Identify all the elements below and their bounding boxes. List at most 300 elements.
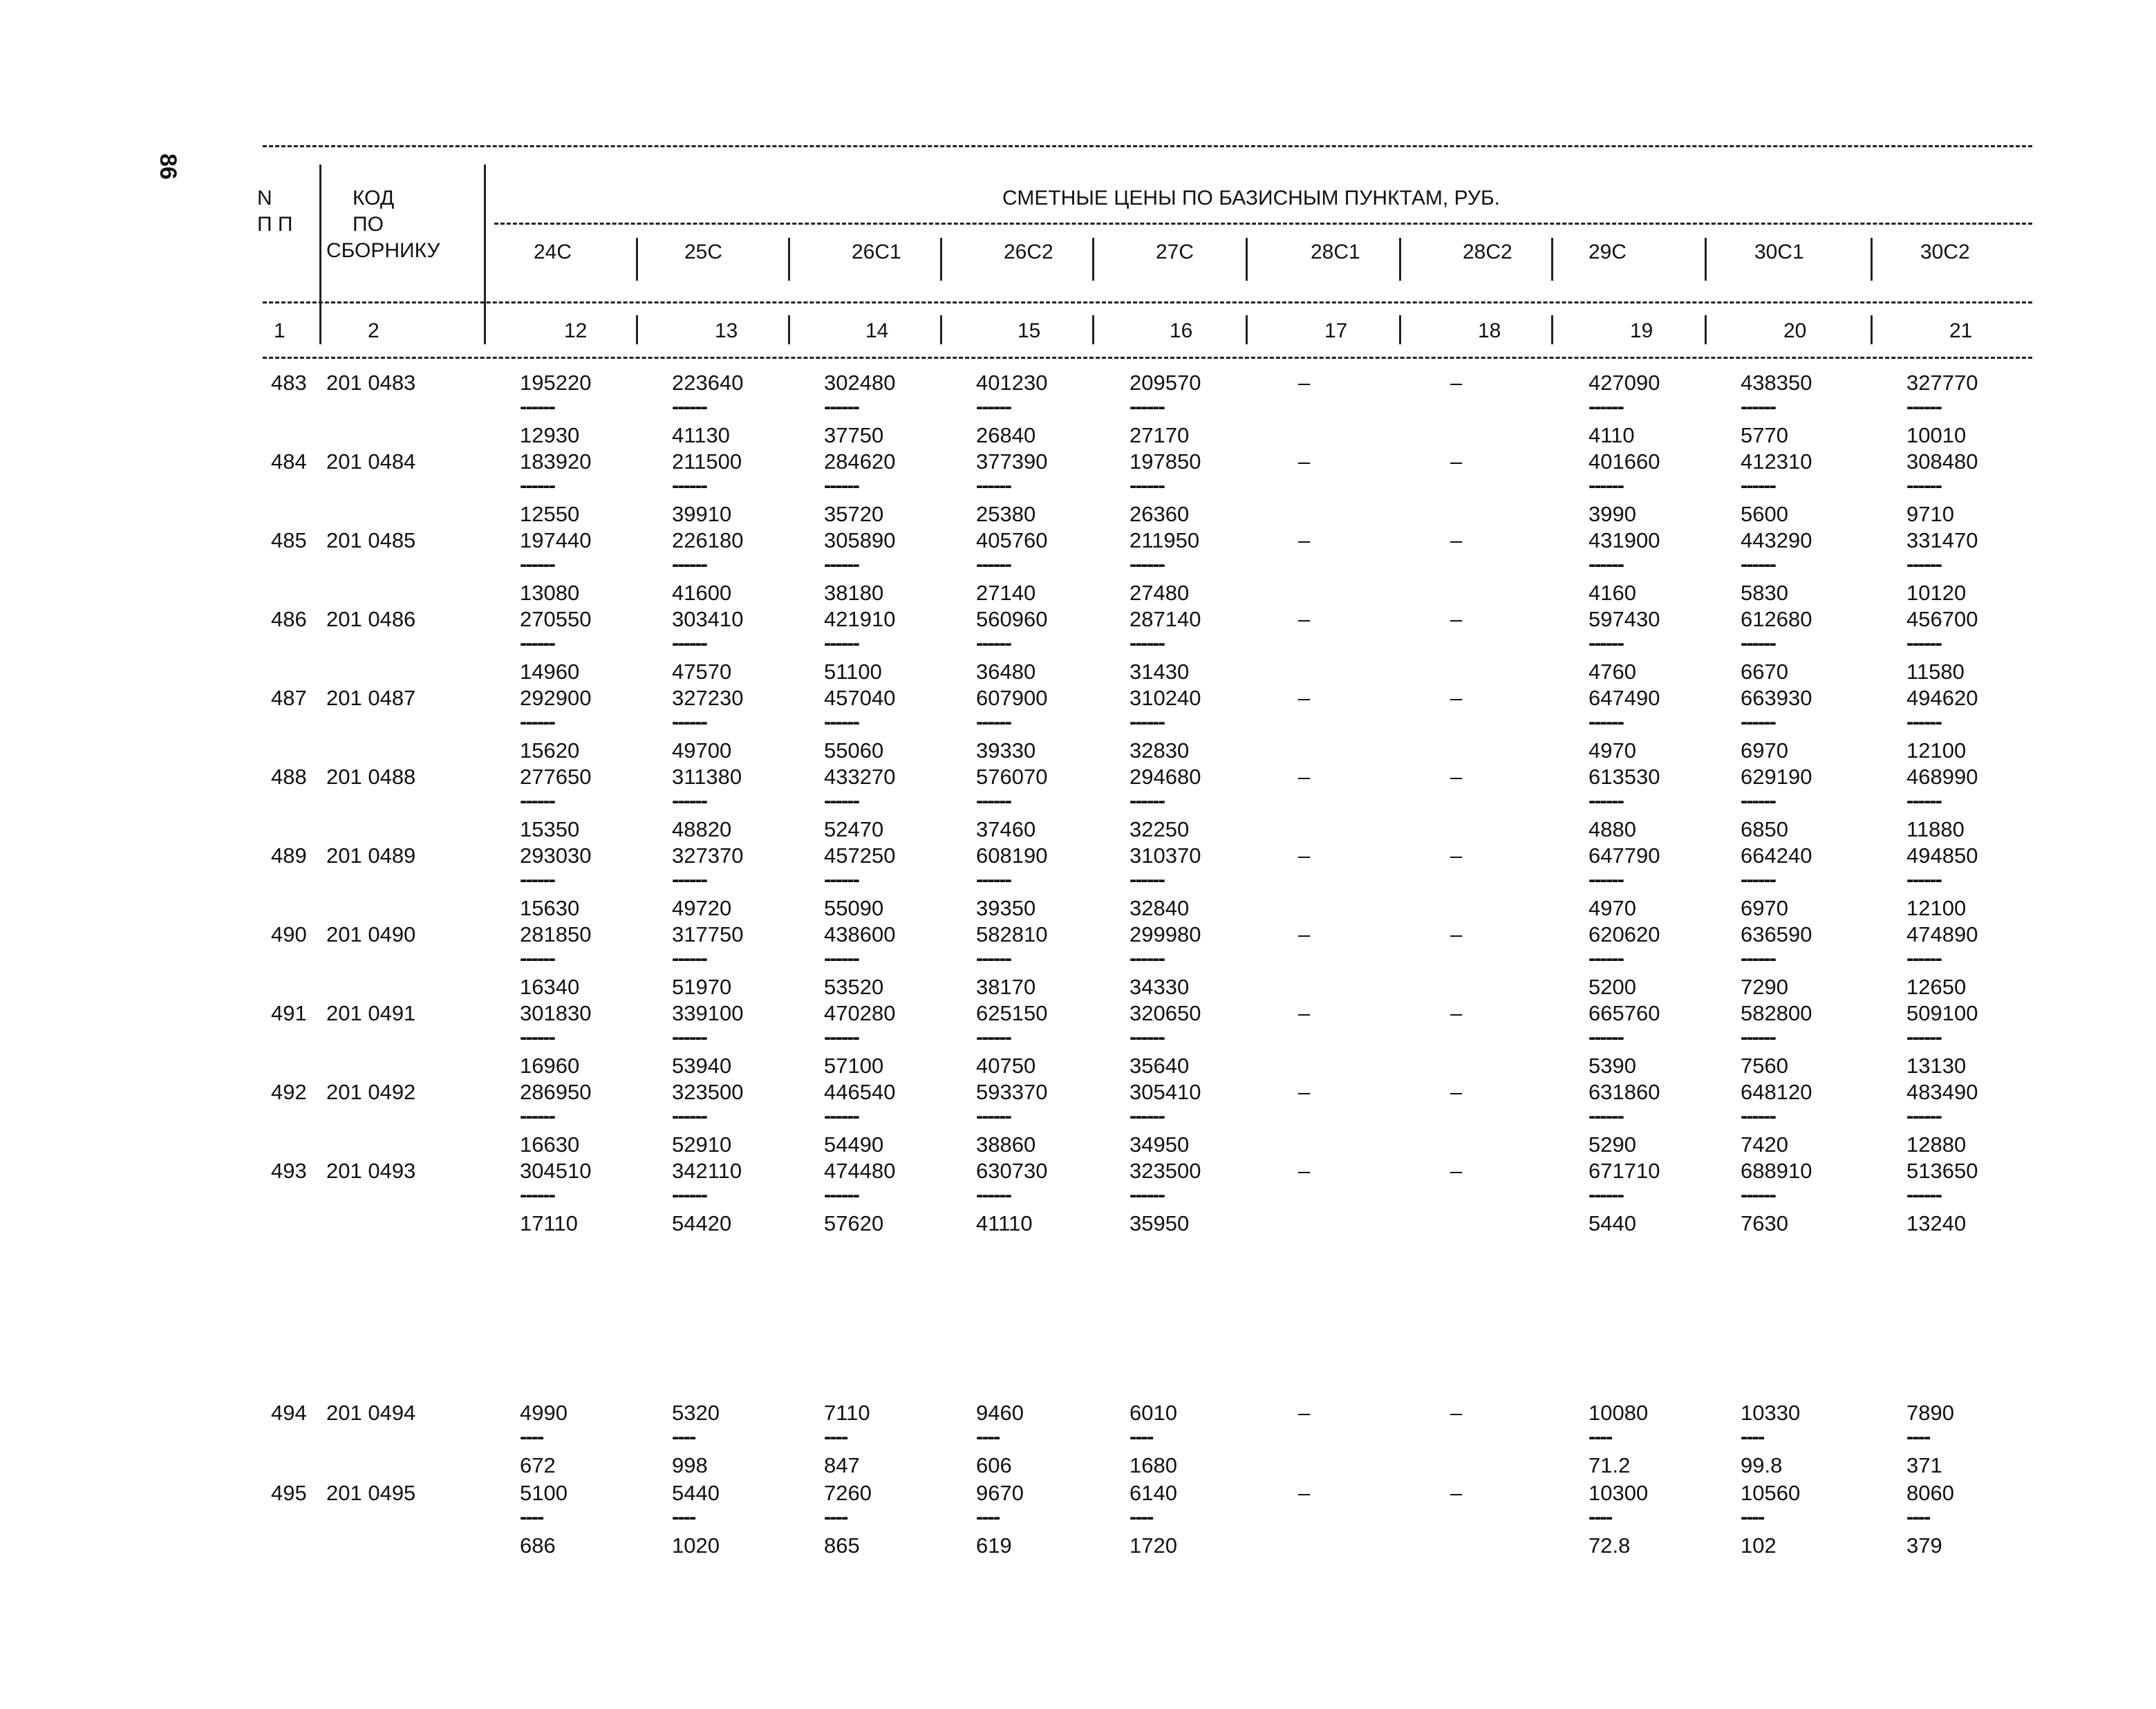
value-separator: ---- xyxy=(1129,1504,1153,1529)
value-separator: ------ xyxy=(1906,788,1941,812)
transport-cost-value: 998 xyxy=(672,1453,708,1477)
value-separator: ------ xyxy=(1588,631,1623,655)
transport-cost-value: 4970 xyxy=(1588,896,1636,920)
empty-value-dash: – xyxy=(1450,686,1463,710)
value-separator: ------ xyxy=(1906,1103,1941,1128)
value-separator: ------ xyxy=(824,1182,859,1206)
price-value: 302480 xyxy=(824,371,896,395)
value-separator: ------ xyxy=(976,552,1011,576)
transport-cost-value: 15350 xyxy=(520,817,580,841)
transport-cost-value: 41130 xyxy=(672,423,730,447)
price-value: 311380 xyxy=(672,765,742,789)
price-value: 286950 xyxy=(520,1080,592,1104)
value-separator: ------ xyxy=(976,631,1011,655)
transport-cost-value: 5290 xyxy=(1588,1132,1636,1157)
value-separator: ------ xyxy=(1906,1182,1941,1206)
empty-value-dash: – xyxy=(1298,765,1311,789)
empty-value-dash: – xyxy=(1450,922,1463,946)
value-separator: ------ xyxy=(1741,867,1775,891)
empty-value-dash: – xyxy=(1450,449,1463,474)
price-value: 613530 xyxy=(1588,765,1660,789)
transport-cost-value: 13240 xyxy=(1906,1211,1967,1235)
value-separator: ------ xyxy=(976,867,1011,891)
price-value: 405760 xyxy=(976,528,1048,552)
value-separator: ------ xyxy=(520,946,554,970)
price-value: 281850 xyxy=(520,922,592,946)
value-separator: ------ xyxy=(1741,1103,1775,1128)
price-value: 629190 xyxy=(1741,765,1812,789)
row-code: 201 0490 xyxy=(326,922,416,946)
price-value: 582810 xyxy=(976,922,1048,946)
value-separator: ------ xyxy=(1588,867,1623,891)
base-point-27С: 27С xyxy=(1156,241,1194,263)
price-value: 299980 xyxy=(1129,922,1201,946)
value-separator: ---- xyxy=(1741,1504,1764,1529)
row-number: 483 xyxy=(271,371,307,395)
column-number-12: 12 xyxy=(564,319,588,342)
value-separator: ------ xyxy=(976,788,1011,812)
transport-cost-value: 41600 xyxy=(672,581,732,605)
transport-cost-value: 865 xyxy=(824,1533,860,1558)
value-separator: ------ xyxy=(824,394,859,418)
value-separator: ------ xyxy=(1588,1025,1623,1049)
row-number: 489 xyxy=(271,843,307,868)
value-separator: ------ xyxy=(824,788,859,812)
header-top-rule xyxy=(263,145,2032,147)
header-bar-point-num-2 xyxy=(940,315,942,344)
column-number-19: 19 xyxy=(1630,319,1653,342)
value-separator: ------ xyxy=(976,394,1011,418)
price-value: 560960 xyxy=(976,607,1048,631)
transport-cost-value: 39330 xyxy=(976,738,1036,763)
header-bar-point-num-8 xyxy=(1871,315,1873,344)
row-code: 201 0483 xyxy=(326,371,416,395)
value-separator: ------ xyxy=(976,946,1011,970)
column-number-13: 13 xyxy=(715,319,738,342)
price-value: 6140 xyxy=(1129,1481,1177,1505)
header-bar-point-num-4 xyxy=(1246,315,1248,344)
transport-cost-value: 672 xyxy=(520,1453,556,1477)
value-separator: ------ xyxy=(1741,473,1775,497)
column-number-2: 2 xyxy=(368,319,379,342)
header-bar-point-4 xyxy=(1246,238,1248,281)
price-value: 433270 xyxy=(824,765,896,789)
transport-cost-value: 12550 xyxy=(520,502,580,526)
row-number: 484 xyxy=(271,449,307,474)
price-value: 377390 xyxy=(976,449,1048,474)
value-separator: ---- xyxy=(1741,1424,1764,1448)
header-bar-point-num-6 xyxy=(1551,315,1553,344)
price-value: 4990 xyxy=(520,1401,568,1425)
base-point-29С: 29С xyxy=(1588,241,1627,263)
transport-cost-value: 5770 xyxy=(1741,423,1788,447)
value-separator: ---- xyxy=(976,1504,1000,1529)
header-bar-point-2 xyxy=(940,238,942,281)
empty-value-dash: – xyxy=(1298,1159,1311,1183)
base-point-28С1: 28С1 xyxy=(1311,241,1360,263)
value-separator: ------ xyxy=(1906,473,1941,497)
price-value: 431900 xyxy=(1588,528,1660,552)
row-number: 492 xyxy=(271,1080,307,1104)
transport-cost-value: 102 xyxy=(1741,1533,1777,1558)
row-code: 201 0485 xyxy=(326,528,416,552)
transport-cost-value: 1020 xyxy=(672,1533,720,1558)
price-value: 327770 xyxy=(1906,371,1978,395)
row-number: 491 xyxy=(271,1001,307,1025)
price-value: 9670 xyxy=(976,1481,1024,1505)
price-value: 620620 xyxy=(1588,922,1660,946)
base-point-24С: 24С xyxy=(534,241,572,263)
empty-value-dash: – xyxy=(1298,528,1311,552)
empty-value-dash: – xyxy=(1450,371,1463,395)
transport-cost-value: 11580 xyxy=(1906,660,1965,684)
value-separator: ------ xyxy=(520,867,554,891)
row-code: 201 0489 xyxy=(326,843,416,868)
price-value: 607900 xyxy=(976,686,1048,710)
price-value: 593370 xyxy=(976,1080,1048,1104)
price-value: 647490 xyxy=(1588,686,1660,710)
transport-cost-value: 5200 xyxy=(1588,975,1636,999)
empty-value-dash: – xyxy=(1298,371,1311,395)
value-separator: ------ xyxy=(976,1182,1011,1206)
price-value: 197850 xyxy=(1129,449,1201,474)
price-value: 401660 xyxy=(1588,449,1660,474)
value-separator: ------ xyxy=(1741,709,1775,734)
row-code: 201 0488 xyxy=(326,765,416,789)
price-value: 608190 xyxy=(976,843,1048,868)
price-value: 688910 xyxy=(1741,1159,1812,1183)
transport-cost-value: 15620 xyxy=(520,738,580,763)
value-separator: ------ xyxy=(672,631,706,655)
row-number: 487 xyxy=(271,686,307,710)
value-separator: ------ xyxy=(1129,631,1164,655)
price-value: 287140 xyxy=(1129,607,1201,631)
transport-cost-value: 53520 xyxy=(824,975,884,999)
value-separator: ------ xyxy=(1906,867,1941,891)
col-code-header-2: ПО xyxy=(353,213,384,236)
column-number-20: 20 xyxy=(1783,319,1807,342)
transport-cost-value: 99.8 xyxy=(1741,1453,1783,1477)
transport-cost-value: 39910 xyxy=(672,502,732,526)
value-separator: ---- xyxy=(520,1504,543,1529)
transport-cost-value: 16960 xyxy=(520,1054,580,1078)
row-number: 490 xyxy=(271,922,307,946)
transport-cost-value: 10010 xyxy=(1906,423,1967,447)
base-point-26С2: 26С2 xyxy=(1004,241,1053,263)
transport-cost-value: 14960 xyxy=(520,660,580,684)
price-value: 197440 xyxy=(520,528,592,552)
transport-cost-value: 1680 xyxy=(1129,1453,1177,1477)
row-code: 201 0487 xyxy=(326,686,416,710)
header-bar-point-num-0 xyxy=(636,315,638,344)
row-code: 201 0494 xyxy=(326,1401,416,1425)
row-number: 486 xyxy=(271,607,307,631)
value-separator: ------ xyxy=(672,1025,706,1049)
price-value: 457250 xyxy=(824,843,896,868)
price-value: 327230 xyxy=(672,686,744,710)
value-separator: ------ xyxy=(1129,1025,1164,1049)
value-separator: ---- xyxy=(824,1504,847,1529)
price-value: 310240 xyxy=(1129,686,1201,710)
price-value: 631860 xyxy=(1588,1080,1660,1104)
empty-value-dash: – xyxy=(1450,1481,1463,1505)
transport-cost-value: 57620 xyxy=(824,1211,884,1235)
transport-cost-value: 26840 xyxy=(976,423,1036,447)
value-separator: ------ xyxy=(1741,946,1775,970)
value-separator: ------ xyxy=(672,1103,706,1128)
transport-cost-value: 13130 xyxy=(1906,1054,1967,1078)
price-value: 301830 xyxy=(520,1001,592,1025)
value-separator: ------ xyxy=(520,1103,554,1128)
transport-cost-value: 17110 xyxy=(520,1211,578,1235)
price-value: 5440 xyxy=(672,1481,720,1505)
transport-cost-value: 7560 xyxy=(1741,1054,1788,1078)
transport-cost-value: 49700 xyxy=(672,738,732,763)
price-value: 494620 xyxy=(1906,686,1978,710)
price-value: 10560 xyxy=(1741,1481,1801,1505)
price-value: 427090 xyxy=(1588,371,1660,395)
price-value: 612680 xyxy=(1741,607,1812,631)
price-value: 10300 xyxy=(1588,1481,1649,1505)
price-value: 438600 xyxy=(824,922,896,946)
transport-cost-value: 27140 xyxy=(976,581,1036,605)
header-bar-point-6 xyxy=(1551,238,1553,281)
transport-cost-value: 71.2 xyxy=(1588,1453,1631,1477)
value-separator: ------ xyxy=(520,394,554,418)
transport-cost-value: 686 xyxy=(520,1533,556,1558)
value-separator: ------ xyxy=(1741,788,1775,812)
price-value: 308480 xyxy=(1906,449,1978,474)
price-value: 339100 xyxy=(672,1001,744,1025)
price-value: 597430 xyxy=(1588,607,1660,631)
price-value: 195220 xyxy=(520,371,592,395)
value-separator: ------ xyxy=(520,709,554,734)
value-separator: ------ xyxy=(1129,867,1164,891)
price-value: 209570 xyxy=(1129,371,1201,395)
price-value: 284620 xyxy=(824,449,896,474)
value-separator: ------ xyxy=(824,473,859,497)
transport-cost-value: 5830 xyxy=(1741,581,1788,605)
transport-cost-value: 16340 xyxy=(520,975,580,999)
value-separator: ---- xyxy=(520,1424,543,1448)
value-separator: ------ xyxy=(520,1182,554,1206)
row-number: 488 xyxy=(271,765,307,789)
price-value: 474480 xyxy=(824,1159,896,1183)
value-separator: ------ xyxy=(672,552,706,576)
transport-cost-value: 27170 xyxy=(1129,423,1190,447)
value-separator: ------ xyxy=(672,1182,706,1206)
value-separator: ------ xyxy=(824,552,859,576)
transport-cost-value: 41110 xyxy=(976,1211,1033,1235)
price-value: 456700 xyxy=(1906,607,1978,631)
price-value: 6010 xyxy=(1129,1401,1177,1425)
price-value: 7110 xyxy=(824,1401,870,1425)
value-separator: ------ xyxy=(1906,946,1941,970)
price-value: 647790 xyxy=(1588,843,1660,868)
transport-cost-value: 35950 xyxy=(1129,1211,1190,1235)
transport-cost-value: 15630 xyxy=(520,896,580,920)
value-separator: ---- xyxy=(672,1504,695,1529)
empty-value-dash: – xyxy=(1298,686,1311,710)
value-separator: ------ xyxy=(672,394,706,418)
transport-cost-value: 10120 xyxy=(1906,581,1967,605)
transport-cost-value: 55060 xyxy=(824,738,884,763)
transport-cost-value: 27480 xyxy=(1129,581,1190,605)
header-bar-point-num-5 xyxy=(1399,315,1401,344)
value-separator: ---- xyxy=(672,1424,695,1448)
col-n-header-1: N xyxy=(257,187,272,209)
value-separator: ------ xyxy=(1588,788,1623,812)
value-separator: ------ xyxy=(520,473,554,497)
empty-value-dash: – xyxy=(1298,1001,1311,1025)
value-separator: ------ xyxy=(1741,552,1775,576)
price-value: 10330 xyxy=(1741,1401,1801,1425)
transport-cost-value: 39350 xyxy=(976,896,1036,920)
price-value: 7890 xyxy=(1906,1401,1954,1425)
price-value: 211950 xyxy=(1129,528,1200,552)
transport-cost-value: 12930 xyxy=(520,423,580,447)
transport-cost-value: 49720 xyxy=(672,896,732,920)
value-separator: ---- xyxy=(976,1424,1000,1448)
price-value: 294680 xyxy=(1129,765,1201,789)
transport-cost-value: 13080 xyxy=(520,581,580,605)
row-code: 201 0493 xyxy=(326,1159,416,1183)
empty-value-dash: – xyxy=(1450,1001,1463,1025)
transport-cost-value: 7420 xyxy=(1741,1132,1788,1157)
header-bar-point-num-7 xyxy=(1705,315,1707,344)
header-bar-n-code xyxy=(319,165,321,344)
price-value: 671710 xyxy=(1588,1159,1660,1183)
header-mid-rule xyxy=(263,301,2032,303)
price-group-title: СМЕТНЫЕ ЦЕНЫ ПО БАЗИСНЫМ ПУНКТАМ, РУБ. xyxy=(1002,187,1500,209)
transport-cost-value: 40750 xyxy=(976,1054,1036,1078)
value-separator: ------ xyxy=(672,473,706,497)
value-separator: ------ xyxy=(1741,1025,1775,1049)
header-points-rule xyxy=(494,223,2032,225)
value-separator: ------ xyxy=(672,709,706,734)
price-value: 8060 xyxy=(1906,1481,1954,1505)
value-separator: ------ xyxy=(520,631,554,655)
value-separator: ------ xyxy=(1906,709,1941,734)
empty-value-dash: – xyxy=(1450,1080,1463,1104)
row-code: 201 0491 xyxy=(326,1001,416,1025)
transport-cost-value: 47570 xyxy=(672,660,732,684)
transport-cost-value: 34950 xyxy=(1129,1132,1190,1157)
transport-cost-value: 371 xyxy=(1906,1453,1942,1477)
transport-cost-value: 5600 xyxy=(1741,502,1788,526)
price-value: 483490 xyxy=(1906,1080,1978,1104)
transport-cost-value: 3990 xyxy=(1588,502,1636,526)
price-value: 443290 xyxy=(1741,528,1812,552)
value-separator: ------ xyxy=(976,709,1011,734)
transport-cost-value: 38860 xyxy=(976,1132,1036,1157)
value-separator: ------ xyxy=(824,946,859,970)
empty-value-dash: – xyxy=(1450,843,1463,868)
price-value: 323500 xyxy=(672,1080,744,1104)
row-code: 201 0492 xyxy=(326,1080,416,1104)
price-value: 513650 xyxy=(1906,1159,1978,1183)
transport-cost-value: 606 xyxy=(976,1453,1012,1477)
price-value: 342110 xyxy=(672,1159,742,1183)
value-separator: ---- xyxy=(824,1424,847,1448)
value-separator: ------ xyxy=(1129,552,1164,576)
price-value: 305410 xyxy=(1129,1080,1201,1104)
transport-cost-value: 4160 xyxy=(1588,581,1636,605)
transport-cost-value: 12100 xyxy=(1906,738,1967,763)
value-separator: ------ xyxy=(1906,394,1941,418)
transport-cost-value: 52910 xyxy=(672,1132,732,1157)
transport-cost-value: 53940 xyxy=(672,1054,732,1078)
value-separator: ------ xyxy=(1588,394,1623,418)
value-separator: ---- xyxy=(1588,1424,1612,1448)
transport-cost-value: 32250 xyxy=(1129,817,1190,841)
transport-cost-value: 4880 xyxy=(1588,817,1636,841)
empty-value-dash: – xyxy=(1450,607,1463,631)
header-bottom-rule xyxy=(263,357,2032,359)
transport-cost-value: 34330 xyxy=(1129,975,1190,999)
value-separator: ------ xyxy=(520,552,554,576)
empty-value-dash: – xyxy=(1298,1481,1311,1505)
transport-cost-value: 35640 xyxy=(1129,1054,1190,1078)
price-value: 401230 xyxy=(976,371,1048,395)
price-value: 293030 xyxy=(520,843,592,868)
transport-cost-value: 52470 xyxy=(824,817,884,841)
price-value: 457040 xyxy=(824,686,896,710)
transport-cost-value: 25380 xyxy=(976,502,1036,526)
transport-cost-value: 4970 xyxy=(1588,738,1636,763)
base-point-28С2: 28С2 xyxy=(1463,241,1512,263)
value-separator: ---- xyxy=(1129,1424,1153,1448)
price-value: 474890 xyxy=(1906,922,1978,946)
price-value: 494850 xyxy=(1906,843,1978,868)
price-value: 270550 xyxy=(520,607,592,631)
transport-cost-value: 55090 xyxy=(824,896,884,920)
base-point-26С1: 26С1 xyxy=(852,241,901,263)
page-number: 86 xyxy=(155,153,181,180)
value-separator: ------ xyxy=(976,1103,1011,1128)
transport-cost-value: 12880 xyxy=(1906,1132,1967,1157)
value-separator: ------ xyxy=(1906,1025,1941,1049)
price-value: 438350 xyxy=(1741,371,1812,395)
price-value: 664240 xyxy=(1741,843,1812,868)
transport-cost-value: 6970 xyxy=(1741,738,1788,763)
price-value: 7260 xyxy=(824,1481,872,1505)
price-value: 412310 xyxy=(1741,449,1812,474)
transport-cost-value: 37460 xyxy=(976,817,1036,841)
price-value: 211500 xyxy=(672,449,742,474)
value-separator: ------ xyxy=(824,1025,859,1049)
transport-cost-value: 35720 xyxy=(824,502,884,526)
price-value: 509100 xyxy=(1906,1001,1978,1025)
header-bar-point-3 xyxy=(1092,238,1094,281)
row-code: 201 0495 xyxy=(326,1481,416,1505)
value-separator: ------ xyxy=(1906,631,1941,655)
price-value: 327370 xyxy=(672,843,744,868)
row-number: 494 xyxy=(271,1401,307,1425)
col-n-header-2: П П xyxy=(257,213,293,236)
empty-value-dash: – xyxy=(1450,528,1463,552)
transport-cost-value: 6670 xyxy=(1741,660,1788,684)
transport-cost-value: 31430 xyxy=(1129,660,1190,684)
value-separator: ------ xyxy=(976,473,1011,497)
price-value: 630730 xyxy=(976,1159,1048,1183)
empty-value-dash: – xyxy=(1450,1401,1463,1425)
price-value: 648120 xyxy=(1741,1080,1812,1104)
value-separator: ------ xyxy=(1741,394,1775,418)
transport-cost-value: 847 xyxy=(824,1453,860,1477)
value-separator: ------ xyxy=(976,1025,1011,1049)
price-value: 421910 xyxy=(824,607,896,631)
